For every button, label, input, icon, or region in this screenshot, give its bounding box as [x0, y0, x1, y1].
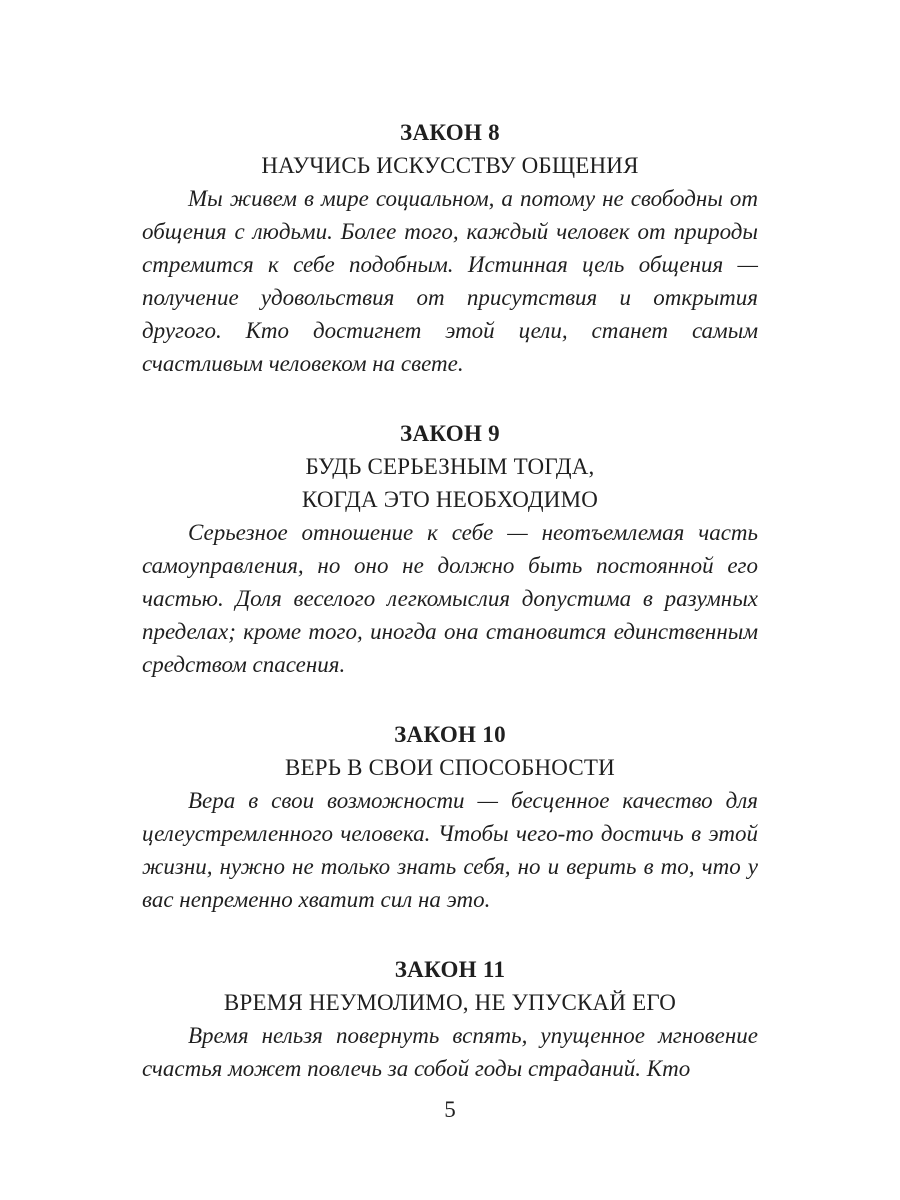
- law-10-title-line: ВЕРЬ В СВОИ СПОСОБНОСТИ: [285, 755, 615, 780]
- law-8-title: [142, 149, 758, 182]
- law-11-title: [142, 986, 758, 1019]
- law-8-text: Мы живем в мире социальном, а потому не свободны от общения с людьми. Более того, каждый человек от природы стремится к себе подобным. Истинная цель общения — получение удовольствия от присутствия и открытия другого. Кто достигнет этой цели, станет самым счастливым человеком на свете.: [142, 186, 758, 376]
- law-9-title-line-2: КОГДА ЭТО НЕОБХОДИМО: [301, 487, 599, 512]
- page-number: 5: [444, 1097, 456, 1122]
- law-10-text: Вера в свои возможности — бесценное качество для целеустремленного человека. Чтобы чего-то достичь в этой жизни, нужно не только знать себя, но и верить в то, что у вас непременно хватит сил на это.: [142, 788, 758, 912]
- law-11-text: Время нельзя повернуть вспять, упущенное мгновение счастья может повлечь за собой годы страданий. Кто: [142, 1023, 758, 1081]
- law-8-number: ЗАКОН 8: [400, 120, 500, 145]
- law-9-title-line-1: БУДЬ СЕРЬЕЗНЫМ ТОГДА,: [305, 454, 595, 479]
- law-8-title-line: НАУЧИСЬ ИСКУССТВУ ОБЩЕНИЯ: [261, 153, 639, 178]
- law-10-title: [142, 751, 758, 784]
- law-11-title-line: ВРЕМЯ НЕУМОЛИМО, НЕ УПУСКАЙ ЕГО: [223, 990, 677, 1015]
- page-content: [142, 117, 758, 1123]
- law-11-section: [142, 954, 758, 1085]
- law-9-title: [142, 450, 758, 516]
- law-11-number: ЗАКОН 11: [394, 957, 506, 982]
- law-9-section: [142, 418, 758, 681]
- law-9-number: ЗАКОН 9: [400, 421, 500, 446]
- law-9-text: Серьезное отношение к себе — неотъемлемая часть самоуправления, но оно не должно быть постоянной его частью. Доля веселого легкомыслия допустима в разумных пределах; кроме того, иногда она становится единственным средством спасения.: [142, 520, 758, 677]
- law-8-section: [142, 117, 758, 380]
- law-10-section: [142, 719, 758, 916]
- law-10-number: ЗАКОН 10: [394, 722, 506, 747]
